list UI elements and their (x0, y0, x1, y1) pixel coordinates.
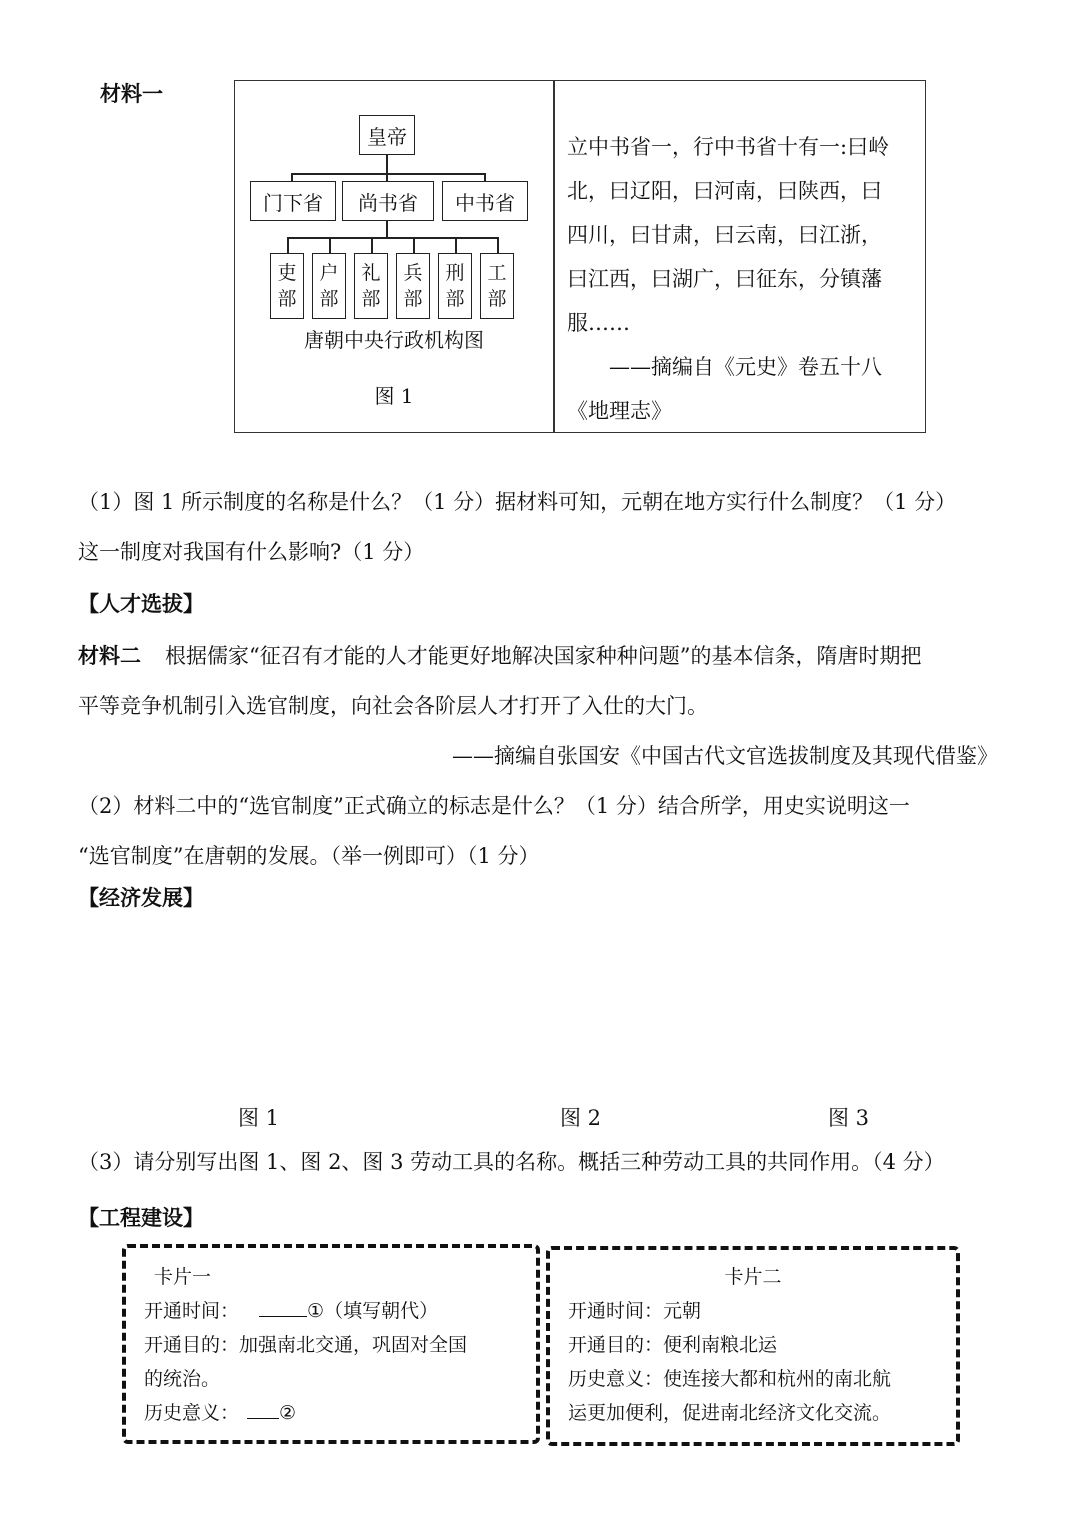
ministry-works-box: 工 部 (480, 253, 514, 319)
material2-label: 材料二 (78, 644, 141, 668)
card-1-purpose-line2: 的统治。 (144, 1368, 221, 1390)
zhongshu-province-box: 中书省 (442, 181, 528, 221)
question-1-line1: （1）图 1 所示制度的名称是什么？（1 分）据材料可知，元朝在地方实行什么制度？（1 分） (78, 490, 957, 514)
card-1-significance-label: 历史意义： (144, 1402, 240, 1424)
card-1-purpose-line1: 开通目的：加强南北交通，巩固对全国 (144, 1334, 468, 1356)
menxia-province-box: 门下省 (250, 181, 336, 221)
org-chart-caption: 唐朝中央行政机构图 (304, 328, 484, 352)
section-engineering-heading: 【工程建设】 (78, 1206, 204, 1230)
blank-marker-1: ① (307, 1300, 325, 1322)
material2-line1 (78, 642, 921, 670)
card-2-time: 开通时间：元朝 (568, 1300, 702, 1322)
tool-figure-1-label: 图 1 (238, 1106, 280, 1130)
card-1-title: 卡片一 (154, 1266, 212, 1288)
blank-marker-2: ② (279, 1402, 297, 1424)
card-2-purpose: 开通目的：便利南粮北运 (568, 1334, 778, 1356)
card-1-time-row (144, 1298, 438, 1324)
excerpt-line: 北，曰辽阳，曰河南，曰陕西，曰 (567, 179, 882, 203)
ministry-personnel-box: 吏 部 (270, 253, 304, 319)
question-2-line1: （2）材料二中的“选官制度”正式确立的标志是什么？（1 分）结合所学，用史实说明这一 (78, 794, 910, 818)
answer-blank-1[interactable] (259, 1316, 307, 1317)
figure-1-label: 图 1 (374, 384, 414, 408)
excerpt-line: 四川，曰甘肃，曰云南，曰江浙， (567, 223, 882, 247)
question-3: （3）请分别写出图 1、图 2、图 3 劳动工具的名称。概括三种劳动工具的共同作用。（4 分） (78, 1150, 945, 1174)
material2-text: 根据儒家“征召有才能的人才能更好地解决国家种种问题”的基本信条，隋唐时期把 (165, 644, 922, 668)
answer-blank-2[interactable] (247, 1418, 279, 1419)
question-1-line2: 这一制度对我国有什么影响?（1 分） (78, 540, 425, 564)
question-2-line2: “选官制度”在唐朝的发展。（举一例即可）（1 分） (78, 844, 540, 868)
ministry-war-box: 兵 部 (396, 253, 430, 319)
excerpt-line: 曰江西，曰湖广，曰征东，分镇藩 (567, 267, 882, 291)
card-2-significance-line1: 历史意义：使连接大都和杭州的南北航 (568, 1368, 892, 1390)
emperor-box: 皇帝 (359, 115, 415, 155)
card-1-time-label: 开通时间： (144, 1300, 240, 1322)
material2-source: ——摘编自张国安《中国古代文官选拔制度及其现代借鉴》 (452, 744, 998, 768)
card-1-time-note: （填写朝代） (324, 1300, 439, 1322)
ministry-justice-box: 刑 部 (438, 253, 472, 319)
card-1-significance-row (144, 1400, 296, 1426)
excerpt-line: 立中书省一，行中书省十有一:曰岭 (567, 135, 890, 159)
ministry-rites-box: 礼 部 (354, 253, 388, 319)
ministry-revenue-box: 户 部 (312, 253, 346, 319)
section-talent-heading: 【人才选拔】 (78, 592, 204, 616)
card-2-title: 卡片二 (724, 1266, 782, 1288)
material2-line2: 平等竞争机制引入选官制度，向社会各阶层人才打开了入仕的大门。 (78, 694, 708, 718)
tool-figure-3-label: 图 3 (828, 1106, 870, 1130)
excerpt-line: 服…… (567, 311, 630, 335)
material1-label: 材料一 (100, 82, 163, 106)
table-divider (553, 81, 555, 432)
card-2 (546, 1246, 960, 1446)
section-economy-heading: 【经济发展】 (78, 886, 204, 910)
excerpt-source: ——摘编自《元史》卷五十八 (609, 355, 882, 379)
material1-table (234, 80, 926, 433)
excerpt-source-2: 《地理志》 (567, 399, 672, 423)
shangshu-province-box: 尚书省 (342, 181, 434, 221)
card-1 (122, 1244, 540, 1444)
tool-figure-2-label: 图 2 (560, 1106, 602, 1130)
card-2-significance-line2: 运更加便利，促进南北经济文化交流。 (568, 1402, 892, 1424)
